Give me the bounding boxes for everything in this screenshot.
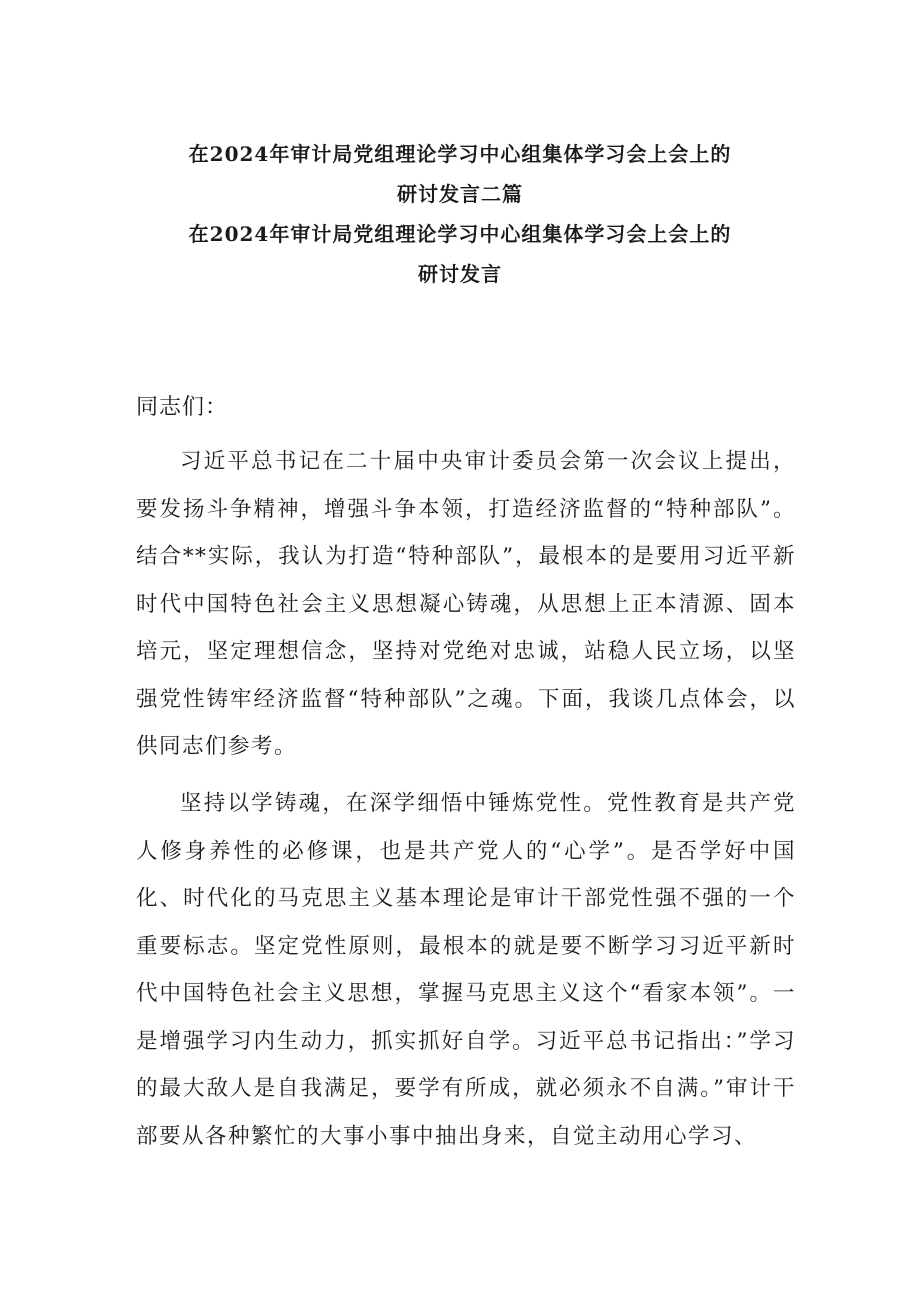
title-line-2: 研讨发言二篇 [397, 182, 523, 206]
document-title [0, 134, 920, 294]
title-line-1: 在2024年审计局党组理论学习中心组集体学习会上会上的 [188, 142, 732, 166]
body-paragraph-2: 坚持以学铸魂，在深学细悟中锤炼党性。党性教育是共产党人修身养性的必修课，也是共产党人的“心学”。是否学好中国化、时代化的马克思主义基本理论是审计干部党性强不强的一个重要标志。坚定党性原则，最根本的就是要不断学习习近平新时代中国特色社会主义思想，掌握马克思主义这个“看家本领”。一是增强学习内生动力，抓实抓好自学。习近平总书记指出：”学习的最大敌人是自我满足，要学有所成，就必须永不自满。”审计干部要从各种繁忙的大事小事中抽出身来，自觉主动用心学习、 [136, 791, 796, 1149]
title-line-3: 在2024年审计局党组理论学习中心组集体学习会上会上的 [188, 222, 732, 246]
title-line-4: 研讨发言 [418, 262, 502, 286]
body-paragraph-1: 习近平总书记在二十届中央审计委员会第一次会议上提出，要发扬斗争精神，增强斗争本领，打造经济监督的“特种部队”。结合**实际，我认为打造“特种部队”，最根本的是要用习近平新时代中国特色社会主义思想凝心铸魂，从思想上正本清源、固本培元，坚定理想信念，坚持对党绝对忠诚，站稳人民立场，以坚强党性铸牢经济监督“特种部队”之魂。下面，我谈几点体会，以供同志们参考。 [136, 449, 796, 759]
salutation: 同志们： [136, 395, 229, 420]
